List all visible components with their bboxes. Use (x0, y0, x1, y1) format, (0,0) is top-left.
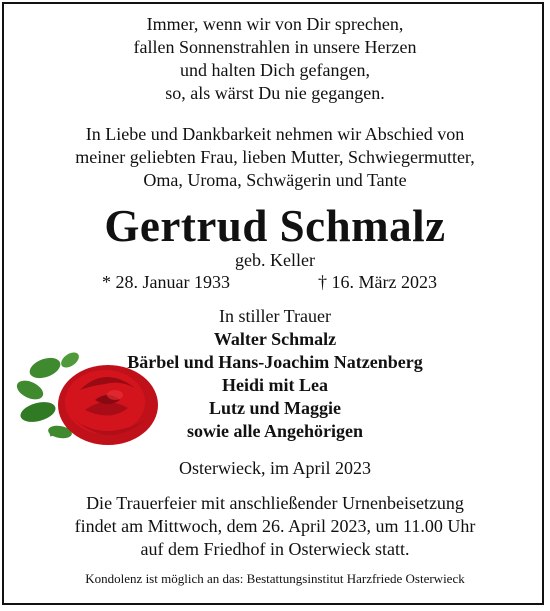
birth-date: * 28. Januar 1933 (102, 272, 230, 292)
poem-line-2: fallen Sonnenstrahlen in unsere Herzen (133, 37, 417, 57)
funeral-line-1: Die Trauerfeier mit anschließender Urnenbeisetzung (86, 493, 464, 513)
death-date: † 16. März 2023 (318, 272, 437, 292)
mourner-2: Bärbel und Hans-Joachim Natzenberg (127, 352, 423, 372)
funeral-line-3: auf dem Friedhof in Osterwieck statt. (140, 539, 410, 559)
condolence-note: Kondolenz ist möglich an das: Bestattungsinstitut Harzfriede Osterwieck (85, 571, 465, 586)
poem-line-3: und halten Dich gefangen, (180, 60, 370, 80)
mourners-heading: In stiller Trauer (219, 306, 331, 326)
intro-line-2: meiner geliebten Frau, lieben Mutter, Schwiegermutter, (75, 147, 475, 167)
poem-line-4: so, als wärst Du nie gegangen. (165, 83, 385, 103)
place-date: Osterwieck, im April 2023 (179, 458, 371, 478)
poem-line-1: Immer, wenn wir von Dir sprechen, (146, 14, 404, 34)
funeral-line-2: findet am Mittwoch, dem 26. April 2023, um 11.00 Uhr (74, 516, 476, 536)
mourner-1: Walter Schmalz (213, 329, 337, 349)
intro-line-1: In Liebe und Dankbarkeit nehmen wir Abschied von (85, 124, 465, 144)
mourner-3: Heidi mit Lea (222, 375, 328, 395)
maiden-name: geb. Keller (235, 250, 315, 270)
mourner-5: sowie alle Angehörigen (187, 421, 363, 441)
deceased-name: Gertrud Schmalz (104, 201, 446, 251)
intro-line-3: Oma, Uroma, Schwägerin und Tante (143, 170, 407, 190)
mourner-4: Lutz und Maggie (208, 398, 341, 418)
